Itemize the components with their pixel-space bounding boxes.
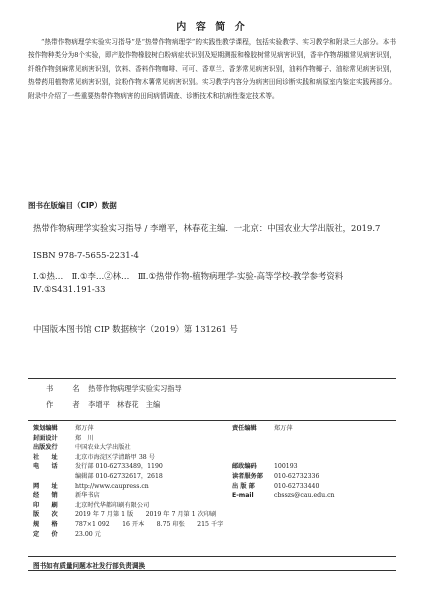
book-author-row [46,400,160,410]
meta-value: 23.00 元 [75,530,101,538]
meta-key: 网 址 [33,482,58,490]
divider [28,556,396,557]
meta-left-column [33,424,253,539]
meta-row [33,482,253,492]
cip-isbn: ISBN 978-7-5655-2231-4 [33,250,139,260]
meta-row [232,472,402,482]
meta-value: 010-62732336 [274,472,320,480]
meta-row [232,482,402,492]
meta-value: 北京市海淀区学清路甲 38 号 [75,453,155,461]
book-title-value: 热带作物病理学实验实习指导 [88,384,182,393]
divider [28,570,396,571]
footer-notice: 图书如有质量问题本社发行部负责调换 [33,562,146,570]
divider [28,420,396,421]
intro-paragraph: “热带作物病理学实验实习指导”是“热带作物病理学”的实践性教学课程，包括实验教学、实习教学和附录三大部分。本书按作物种类分为8个实验，即产胶作物橡胶树白粉病症状识别及短期测报和橡胶树常见病害识别，香辛作物胡椒常见病害识别，纤维作物剑麻常见病害识别，饮料、香料作物咖啡、可可、香草兰、香茅常见病害识别，油料作物椰子、油棕常见病害识别，热带药用植物常见病害识别，淀粉作物木薯常见病害识别。实习教学内容分为病害田间诊断实践和病原室内鉴定实践两部分。附录中介绍了一些重要热带作物病害的田间病情调查、诊断技术和抗病性鉴定技术等。 [28,38,396,100]
cip-line-4: 中国版本图书馆 CIP 数据核字（2019）第 131261 号 [33,324,238,334]
meta-key: 邮政编码 [232,463,257,471]
meta-key: 封面设计 [33,434,58,442]
divider [28,378,396,379]
meta-row [33,453,253,463]
meta-value: 新华书店 [75,492,100,500]
intro-title: 内 容 简 介 [176,22,248,33]
meta-value: 编辑部 010-62732617，2618 [75,472,163,480]
meta-key: 版 次 [33,511,58,519]
meta-row [232,424,402,434]
meta-value: 100193 [274,463,298,471]
meta-row [33,434,253,444]
meta-key: 读者服务部 [232,472,263,480]
meta-value: 北京时代华都印刷有限公司 [75,501,150,509]
meta-row [33,424,253,434]
meta-row [33,520,253,530]
meta-key: 经 销 [33,492,58,500]
meta-value: 010-62733440 [274,482,320,490]
meta-gap [232,434,402,463]
meta-row [33,491,253,501]
meta-row [33,530,253,540]
meta-value: 2019 年 7 月第 1 版 2019 年 7 月第 1 次印刷 [75,511,217,519]
meta-key: 策划编辑 [33,425,58,432]
meta-value: 郑万萍 [274,425,293,432]
meta-right-column [232,424,402,501]
book-author-label: 作 者 [46,400,86,409]
book-title-label: 书 名 [46,384,86,393]
meta-row [33,443,253,453]
meta-row [33,472,253,482]
cip-line-1: 热带作物病理学实验实习指导 / 李增平，林春花主编．一北京：中国农业大学出版社，2019.7 [33,223,381,233]
meta-row [33,501,253,511]
meta-value: 郑 川 [75,434,94,442]
meta-row [232,491,402,501]
meta-value: cbsszs@cau.edu.cn [274,492,335,500]
meta-value: 中国农业大学出版社 [75,444,131,452]
meta-key: 电 话 [33,463,58,471]
meta-key: 出版发行 [33,444,58,452]
meta-key: 规 格 [33,520,58,528]
meta-row [33,462,253,472]
cip-heading: 图书在版编目（CIP）数据 [28,201,117,210]
meta-value: 郑万萍 [75,425,94,432]
meta-key: 社 址 [33,453,58,461]
cip-line-3: Ⅰ.①热… Ⅱ.①李…②林… Ⅲ.①热带作物-植物病理学-实验-高等学校-教学参考资料 Ⅳ.①S431.191-33 [33,271,352,294]
meta-row [33,510,253,520]
meta-row [232,462,402,472]
meta-key: 出 版 部 [232,482,255,490]
meta-value: http://www.caupress.cn [75,482,149,490]
book-author-value: 李增平 林春花 主编 [88,400,161,409]
book-title-row [46,384,182,394]
meta-key: 定 价 [33,530,58,538]
meta-value: 787×1 092 16 开本 8.75 印张 215 千字 [75,520,224,528]
intro-body [28,36,396,103]
meta-key: 责任编辑 [232,425,257,432]
meta-key: 印 刷 [33,501,58,509]
meta-key: E-mail [232,492,254,500]
meta-value: 发行部 010-62733489，1190 [75,463,163,471]
